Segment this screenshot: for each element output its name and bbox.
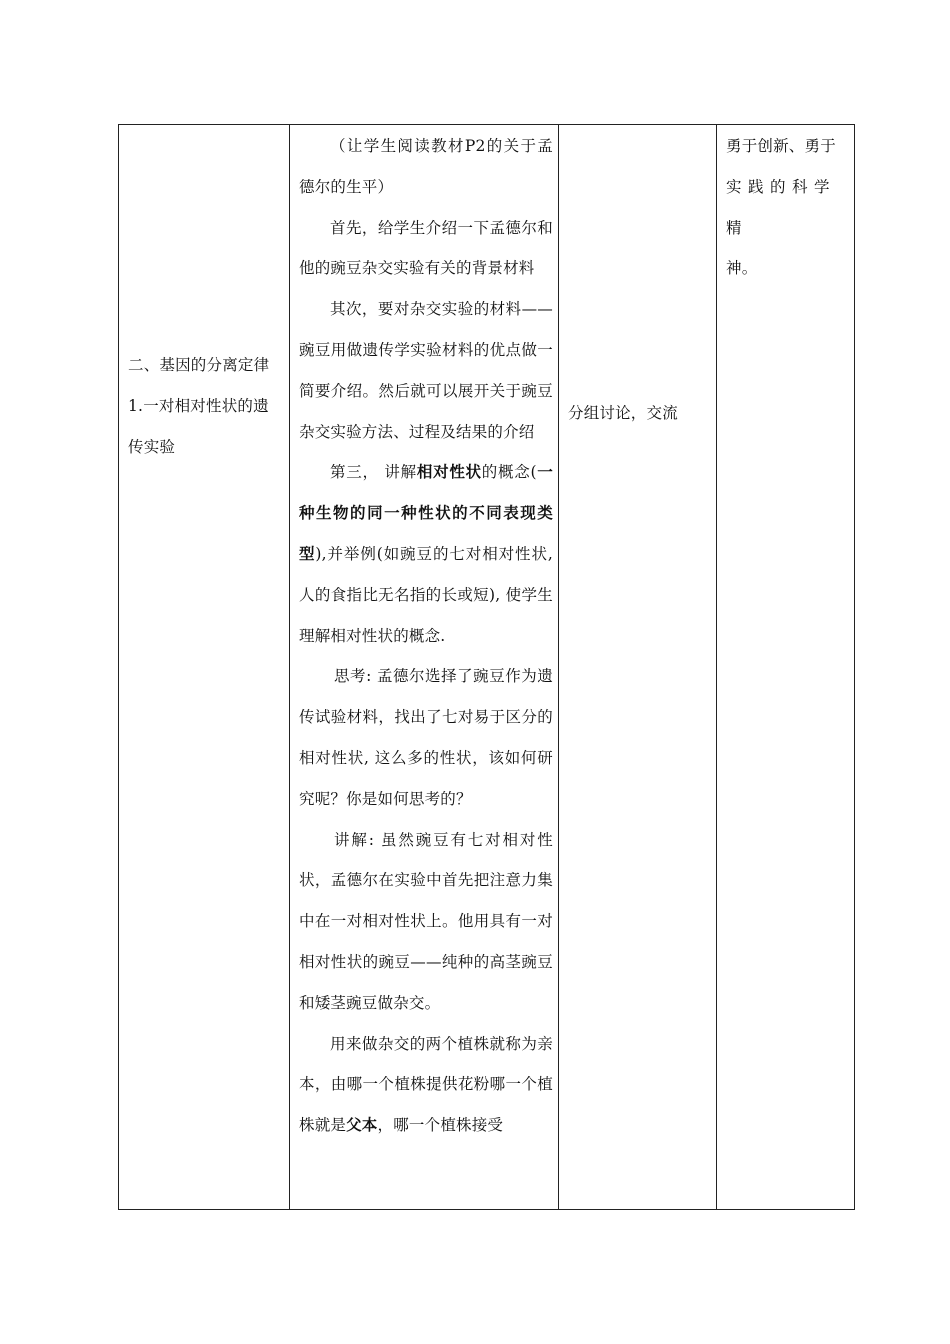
paragraph-think: 思考: 孟德尔选择了豌豆作为遗传试验材料，找出了七对易于区分的相对性状, 这么多的性状，该如何研究呢？你是如何思考的？: [299, 667, 553, 808]
section-heading: 二、基因的分离定律: [128, 356, 270, 374]
goal-cell: [726, 126, 850, 289]
student-activity-text: 分组讨论，交流: [568, 404, 678, 422]
text-segment: 的概念(: [481, 463, 537, 482]
goal-line: 勇于创新、勇于: [726, 137, 836, 155]
bold-definition: 一种生物的同一种性状的不同表现类型: [299, 462, 553, 563]
student-activity-column: [559, 125, 717, 1209]
teacher-activity-column: [290, 125, 559, 1209]
bold-term: 父本: [346, 1115, 378, 1135]
content-column: [119, 125, 290, 1209]
goal-line: 实践的科学精: [726, 177, 837, 237]
lesson-plan-table: [118, 124, 855, 1210]
paragraph-reading: （让学生阅读教材P2的关于孟德尔的生平）: [299, 137, 553, 196]
paragraph-parents: [299, 1024, 553, 1146]
goal-line: 神。: [726, 259, 758, 278]
content-cell: [128, 345, 283, 467]
paragraph-materials: 其次，要对杂交实验的材料——豌豆用做遗传学实验材料的优点做一简要介绍。然后就可以展开关于豌豆杂交实验方法、过程及结果的介绍: [299, 300, 553, 441]
goal-column: [717, 125, 854, 1209]
section-subheading: 1.一对相对性状的遗传实验: [128, 396, 269, 456]
paragraph-background: 首先，给学生介绍一下孟德尔和他的豌豆杂交实验有关的背景材料: [299, 218, 553, 278]
text-segment: 第三， 讲解: [330, 463, 417, 482]
text-segment: 用来做杂交的两个植株就称为亲本，由哪一个植株提供花粉哪一个植株就是: [299, 1034, 553, 1135]
bold-term: 相对性状: [416, 462, 482, 482]
teacher-activity-cell: [299, 126, 553, 1146]
paragraph-explain: 讲解: 虽然豌豆有七对相对性状，孟德尔在实验中首先把注意力集中在一对相对性状上。他用具有一对相对性状的豌豆——纯种的高茎豌豆和矮茎豌豆做杂交。: [299, 830, 553, 1012]
text-segment: ，哪一个植株接受: [377, 1116, 504, 1135]
paragraph-relative-traits: [299, 452, 553, 656]
text-segment: ),并举例(如豌豆的七对相对性状, 人的食指比无名指的长或短), 使学生理解相对性状的概念.: [299, 544, 553, 645]
student-activity-cell: [568, 393, 713, 434]
